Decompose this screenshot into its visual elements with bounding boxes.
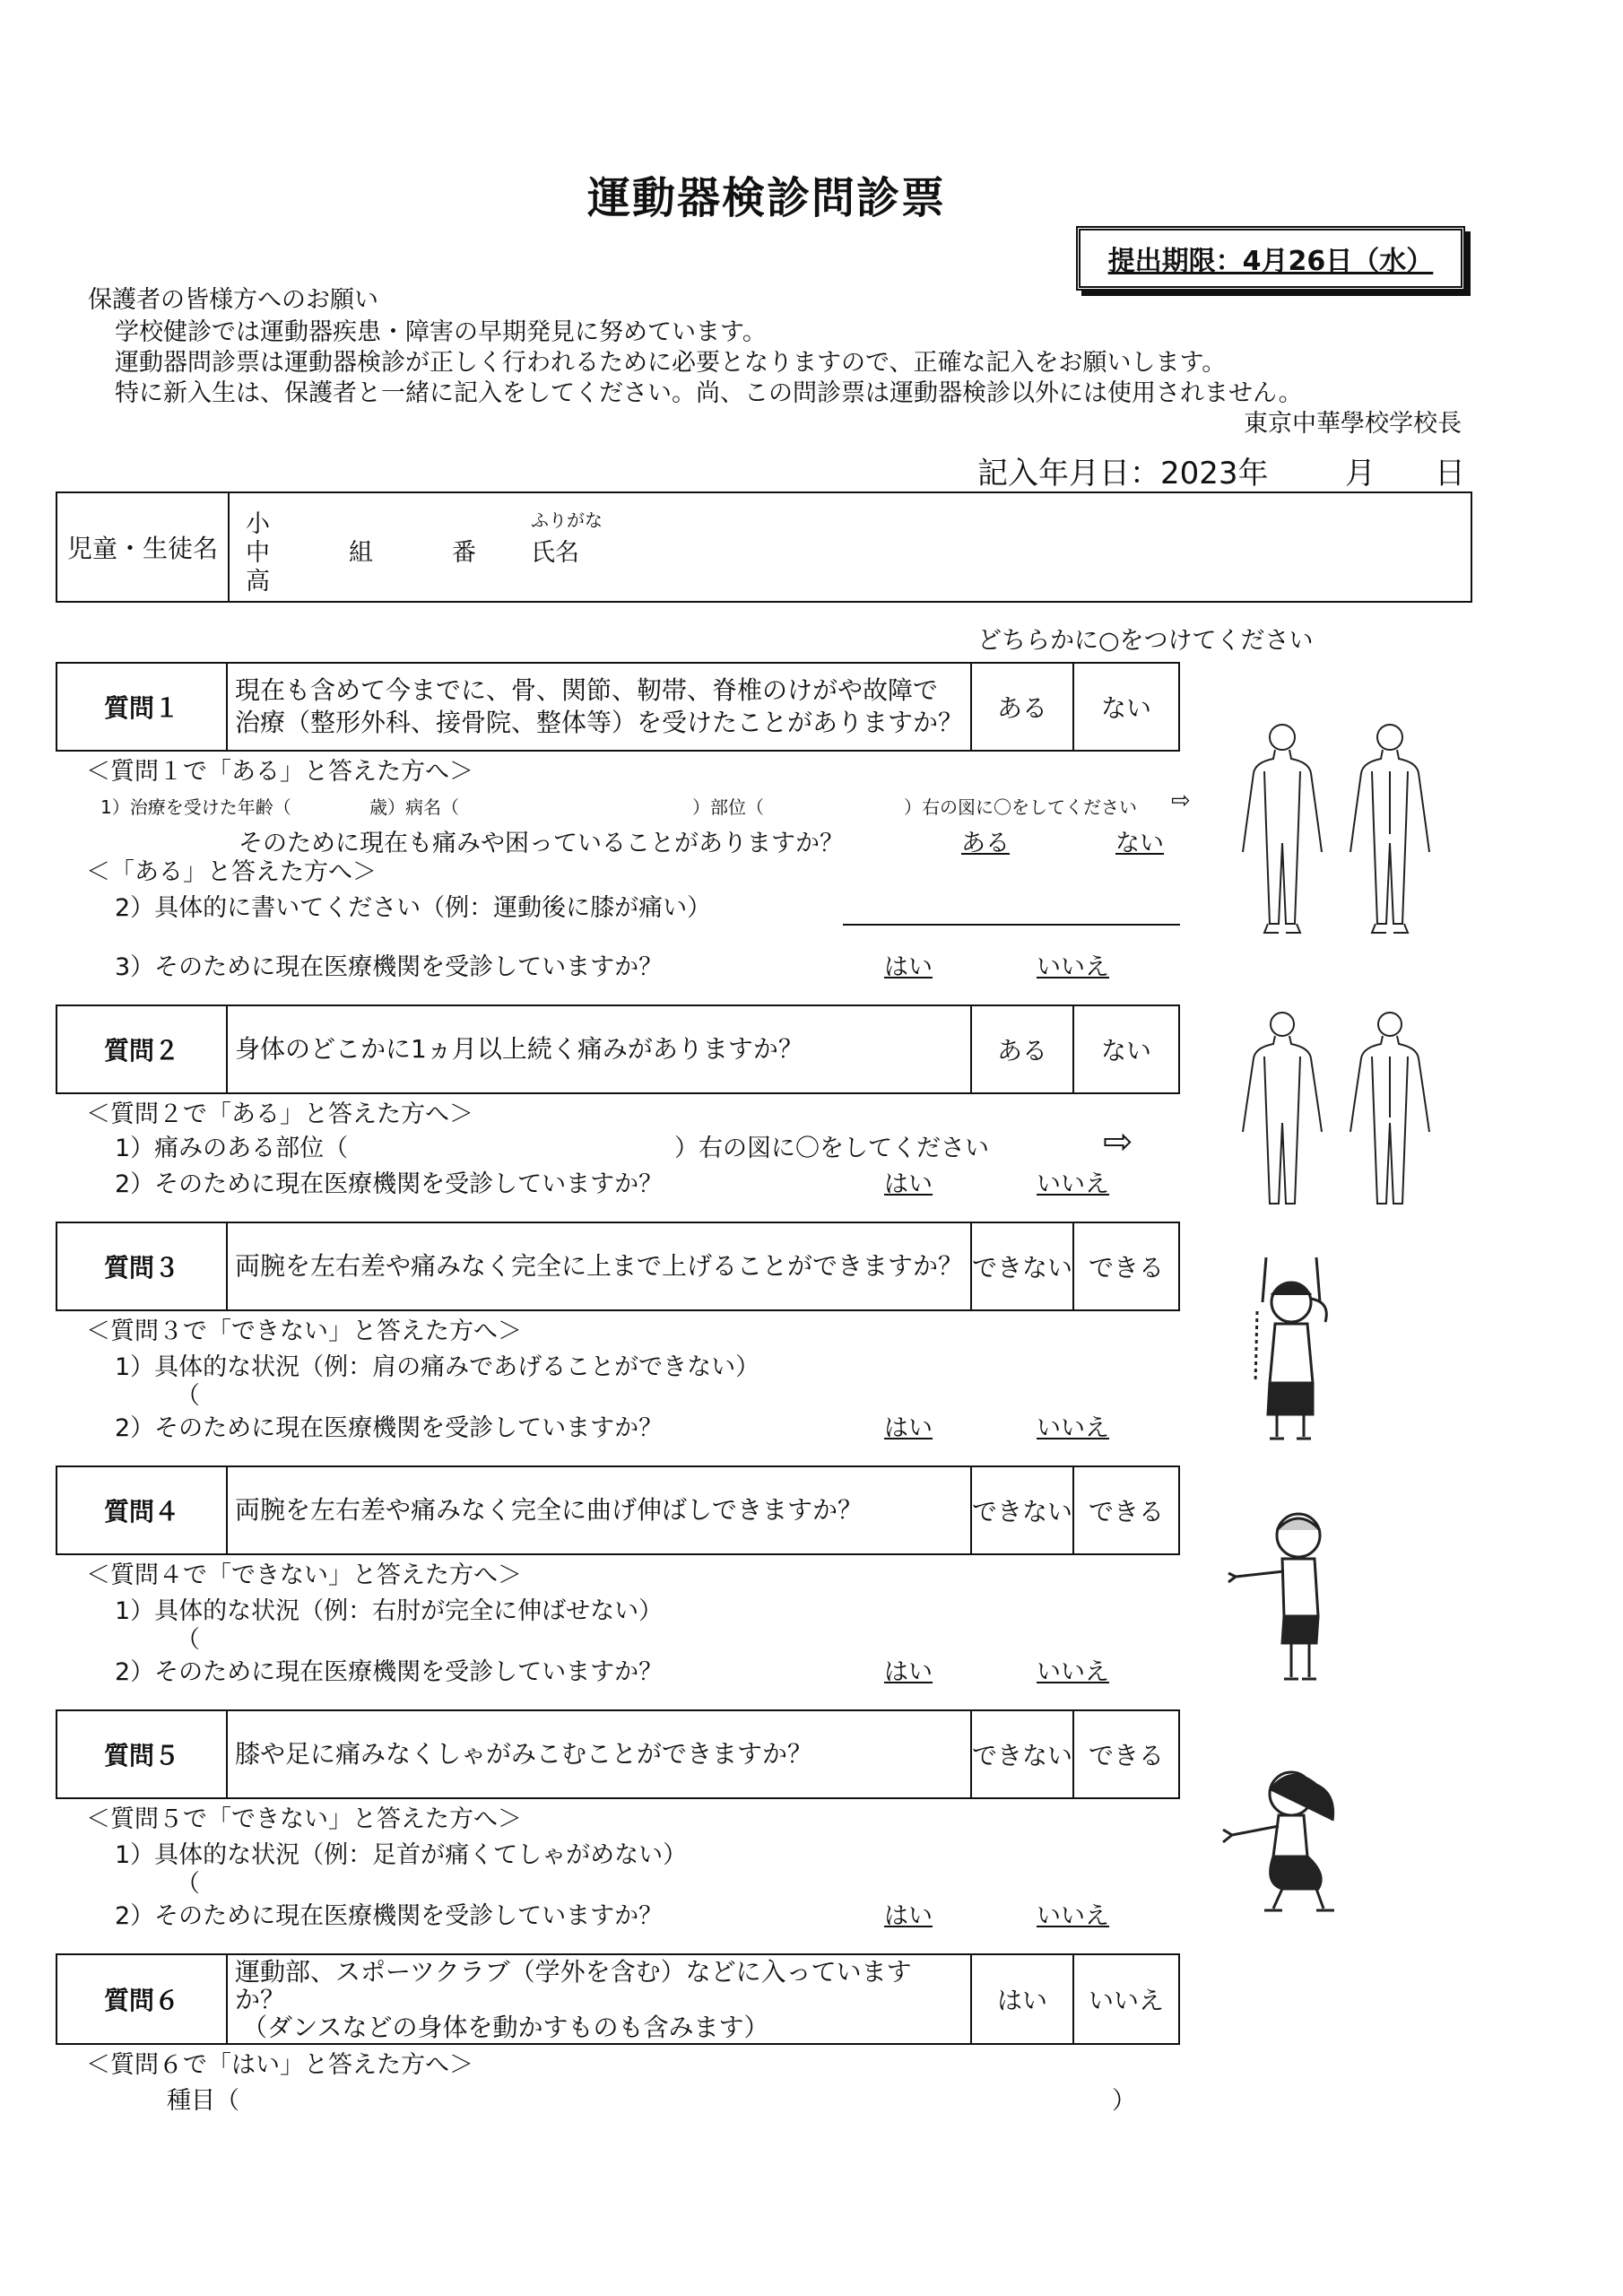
q5-item-2-yes[interactable]: はい <box>884 1902 933 1930</box>
q2-item-2-no[interactable]: いいえ <box>1037 1170 1109 1198</box>
q5-paren: （ <box>176 1870 200 1898</box>
question-4-text <box>228 1467 970 1553</box>
q4-item-2-no[interactable]: いいえ <box>1037 1658 1109 1686</box>
body-diagram-1[interactable] <box>1228 718 1444 942</box>
furigana-label: ふりがな <box>531 509 603 531</box>
question-3-label: 質問３ <box>57 1223 228 1309</box>
q3-item-2-yes[interactable]: はい <box>884 1414 933 1442</box>
intro-line-2: 運動器問診票は運動器検診が正しく行われるために必要となりますので、正確な記入をお願いします。 <box>115 349 1227 377</box>
q3-item-2: 2）そのために現在医療機関を受診していますか？ <box>115 1414 664 1442</box>
q4-item-2: 2）そのために現在医療機関を受診していますか？ <box>115 1658 664 1686</box>
intro-line-3: 特に新入生は、保護者と一緒に記入をしてください。尚、この問診票は運動器検診以外には使用されません。 <box>115 379 1303 407</box>
q1-item-3: 3）そのために現在医療機関を受診していますか？ <box>115 953 664 981</box>
question-2-label: 質問２ <box>57 1006 228 1092</box>
name-label: 氏名 <box>531 539 579 567</box>
student-label: 児童・生徒名 <box>57 493 230 601</box>
intro-line-1: 学校健診では運動器疾患・障害の早期発見に努めています。 <box>115 318 767 346</box>
question-3-line-1: 両腕を左右差や痛みなく完全に上まで上げることができますか？ <box>235 1251 964 1281</box>
question-5-option-can[interactable]: できる <box>1088 1741 1164 1770</box>
q3-item-2-no[interactable]: いいえ <box>1037 1414 1109 1442</box>
question-5-label: 質問５ <box>57 1711 228 1797</box>
q1-sub-heading: ＜「ある」と答えた方へ＞ <box>86 858 377 886</box>
body-front-figure <box>1243 725 1322 933</box>
q1-answer-line[interactable] <box>843 924 1180 926</box>
q5-follow-heading: ＜質問５で「できない」と答えた方へ＞ <box>86 1805 522 1833</box>
q4-paren: （ <box>176 1626 200 1654</box>
question-6-label: 質問６ <box>57 1955 228 2043</box>
q1-disease-label: 歳）病名（ <box>369 796 459 818</box>
q1-sub-option-yes[interactable]: ある <box>961 830 1010 857</box>
right-arrow-icon-2: ⇨ <box>1103 1121 1133 1162</box>
question-5-text <box>228 1711 970 1797</box>
q6-item-1: 種目（ <box>167 2087 239 2115</box>
question-2-row <box>56 1004 1180 1094</box>
question-2-option-no[interactable]: ない <box>1100 1036 1151 1065</box>
question-6-option-no[interactable]: いいえ <box>1088 1986 1164 2015</box>
q2-follow-heading: ＜質問２で「ある」と答えた方へ＞ <box>86 1100 473 1128</box>
question-4-label: 質問４ <box>57 1467 228 1553</box>
question-3-row <box>56 1222 1180 1311</box>
date-month: 月 <box>1345 456 1376 491</box>
level-high[interactable]: 高 <box>246 568 270 596</box>
q1-item-3-no[interactable]: いいえ <box>1037 953 1109 981</box>
question-5-line-1: 膝や足に痛みなくしゃがみこむことができますか？ <box>235 1739 813 1769</box>
level-elementary[interactable]: 小 <box>246 510 270 538</box>
q3-follow-heading: ＜質問３で「できない」と答えた方へ＞ <box>86 1318 522 1345</box>
q2-item-1-tail: ）右の図に〇をしてください <box>674 1135 989 1162</box>
class-label: 組 <box>349 539 373 567</box>
circle-instruction: どちらかに○をつけてください <box>977 627 1314 655</box>
q6-follow-heading: ＜質問６で「はい」と答えた方へ＞ <box>86 2051 473 2079</box>
q1-figure-note: ）右の図に〇をしてください <box>904 796 1137 818</box>
question-4-option-cannot[interactable]: できない <box>970 1467 1074 1553</box>
question-1-row <box>56 662 1180 752</box>
q2-item-1: 1）痛みのある部位（ <box>115 1135 349 1162</box>
student-name-box[interactable] <box>56 491 1472 603</box>
body-diagram-2[interactable] <box>1228 1006 1444 1222</box>
question-1-text <box>228 664 970 750</box>
question-4-row <box>56 1465 1180 1555</box>
number-label: 番 <box>452 539 476 567</box>
page-title: 運動器検診問診票 <box>586 173 946 223</box>
q1-part-label: ）部位（ <box>692 796 764 818</box>
question-6-text <box>228 1955 970 2043</box>
signature: 東京中華學校学校長 <box>1244 410 1462 438</box>
girl-squatting-illustration <box>1211 1758 1363 1919</box>
question-2-line-1: 身体のどこかに1ヵ月以上続く痛みがありますか？ <box>235 1034 803 1064</box>
body-back-figure <box>1350 725 1429 933</box>
question-1-option-no[interactable]: ない <box>1100 693 1151 723</box>
q5-item-2: 2）そのために現在医療機関を受診していますか？ <box>115 1902 664 1930</box>
question-2-text <box>228 1006 970 1092</box>
right-arrow-icon: ⇨ <box>1171 787 1191 814</box>
q3-paren: （ <box>176 1382 200 1410</box>
girl-extending-arms-illustration <box>1219 1500 1363 1697</box>
question-1-option-yes[interactable]: ある <box>970 664 1074 750</box>
date-day: 日 <box>1435 456 1465 491</box>
question-4-option-can[interactable]: できる <box>1088 1497 1164 1526</box>
q1-follow-heading: ＜質問１で「ある」と答えた方へ＞ <box>86 758 473 786</box>
question-1-label: 質問１ <box>57 664 228 750</box>
question-6-line-1: 運動部、スポーツクラブ（学外を含む）などに入っています <box>235 1956 912 1987</box>
q1-sub-option-no[interactable]: ない <box>1115 830 1164 857</box>
question-3-option-cannot[interactable]: できない <box>970 1223 1074 1309</box>
q1-age-label: 1）治療を受けた年齢（ <box>100 796 291 818</box>
q4-item-2-yes[interactable]: はい <box>884 1658 933 1686</box>
q5-item-2-no[interactable]: いいえ <box>1037 1902 1109 1930</box>
question-3-option-can[interactable]: できる <box>1088 1253 1164 1283</box>
question-4-line-1: 両腕を左右差や痛みなく完全に曲げ伸ばしできますか？ <box>235 1495 864 1525</box>
q2-item-2-yes[interactable]: はい <box>884 1170 933 1198</box>
question-1-line-2: 治療（整形外科、接骨院、整体等）を受けたことがありますか？ <box>235 708 964 737</box>
q2-item-2: 2）そのために現在医療機関を受診していますか？ <box>115 1170 664 1198</box>
question-3-text <box>228 1223 970 1309</box>
question-5-option-cannot[interactable]: できない <box>970 1711 1074 1797</box>
q1-item-3-yes[interactable]: はい <box>884 953 933 981</box>
level-junior[interactable]: 中 <box>246 539 270 567</box>
question-6-line-2: か？ <box>235 1984 286 2014</box>
question-6-row <box>56 1953 1180 2045</box>
question-6-line-3: （ダンスなどの身体を動かすものも含みます） <box>242 2012 769 2042</box>
deadline-badge: 提出期限：4月26日（水） <box>1076 226 1465 291</box>
q3-item-1: 1）具体的な状況（例：肩の痛みであげることができない） <box>115 1353 760 1381</box>
question-2-option-yes[interactable]: ある <box>970 1006 1074 1092</box>
q5-item-1: 1）具体的な状況（例：足首が痛くてしゃがめない） <box>115 1841 688 1869</box>
girl-raising-arms-illustration <box>1219 1248 1363 1446</box>
question-6-option-yes[interactable]: はい <box>970 1955 1074 2043</box>
intro-heading: 保護者の皆様方へのお願い <box>88 286 378 314</box>
q6-item-1-tail: ） <box>1112 2087 1136 2115</box>
q1-item-2: 2）具体的に書いてください（例：運動後に膝が痛い） <box>115 894 712 922</box>
date-label: 記入年月日：2023年 <box>977 456 1269 491</box>
question-1-line-1: 現在も含めて今までに、骨、関節、靭帯、脊椎のけがや故障で <box>235 675 939 705</box>
q4-follow-heading: ＜質問４で「できない」と答えた方へ＞ <box>86 1561 522 1589</box>
question-5-row <box>56 1709 1180 1799</box>
q1-sub-question: そのために現在も痛みや困っていることがありますか？ <box>239 830 844 857</box>
q4-item-1: 1）具体的な状況（例：右肘が完全に伸ばせない） <box>115 1597 664 1625</box>
